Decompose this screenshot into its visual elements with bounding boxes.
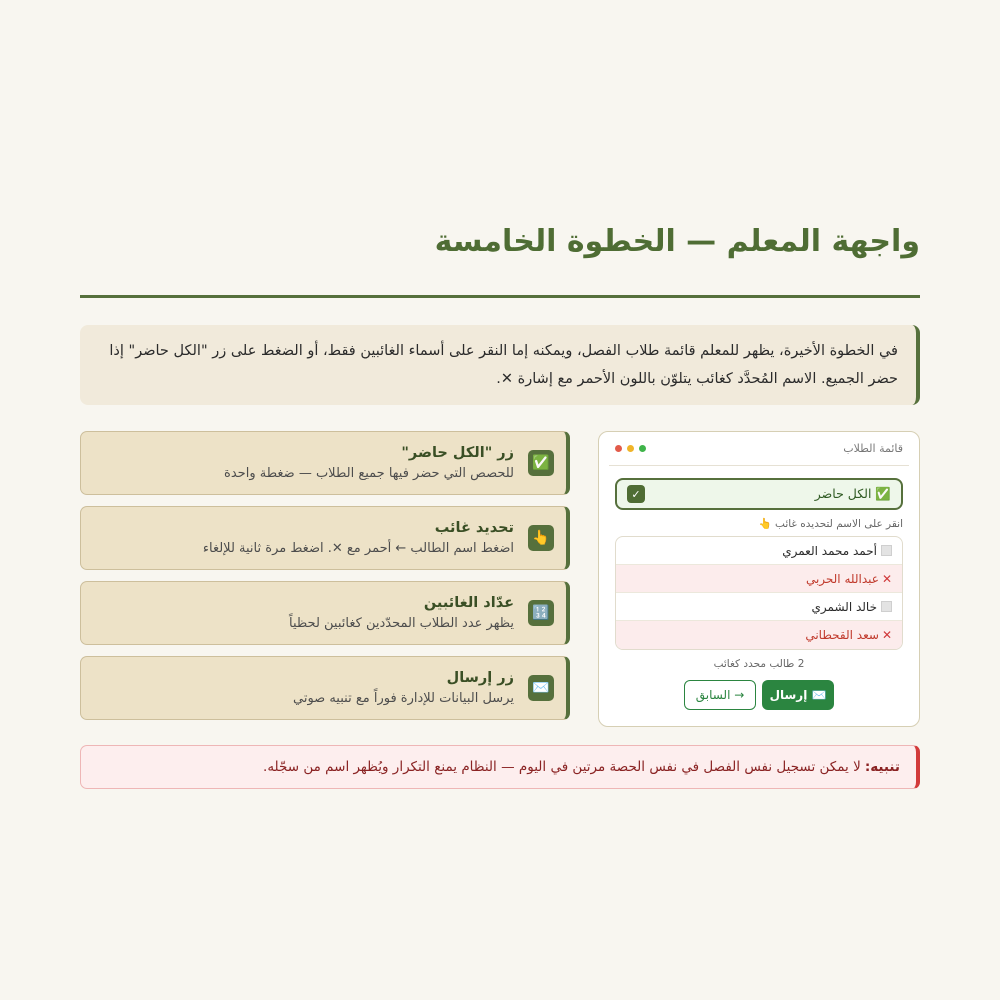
- warning-label: تنبيه:: [864, 759, 900, 775]
- mock-window-title: قائمة الطلاب: [843, 442, 903, 455]
- warning-text: لا يمكن تسجيل نفس الفصل في نفس الحصة مرتين في اليوم — النظام يمنع التكرار ويُظهر اسم من سجّله.: [263, 759, 861, 775]
- absent-x-icon: ✕: [881, 628, 892, 642]
- warning-box: [80, 745, 920, 789]
- close-dot-icon[interactable]: [615, 445, 622, 452]
- feature-card-mark-absent: [80, 506, 570, 570]
- feature-title: تحديد غائب: [434, 520, 514, 536]
- feature-card-all-present: [80, 431, 570, 495]
- feature-title: زر إرسال: [446, 670, 514, 686]
- all-present-button[interactable]: [615, 478, 903, 510]
- student-row-absent[interactable]: [616, 565, 902, 593]
- student-row[interactable]: [616, 537, 902, 565]
- numbers-icon: 🔢: [528, 600, 554, 626]
- student-row-absent[interactable]: [616, 621, 902, 649]
- unchecked-box-icon: [881, 601, 892, 612]
- envelope-icon: ✉️: [528, 675, 554, 701]
- student-name: سعد القحطاني: [805, 628, 879, 642]
- feature-title: زر "الكل حاضر": [401, 445, 514, 461]
- feature-title: عدّاد الغائبين: [423, 595, 514, 611]
- select-absent-hint: انقر على الاسم لتحديده غائب 👆: [758, 518, 903, 530]
- absent-x-icon: ✕: [881, 571, 892, 586]
- feature-description: اضغط اسم الطالب ← أحمر مع ✕. اضغط مرة ثانية للإلغاء: [202, 541, 514, 556]
- all-present-label: ✅ الكل حاضر: [814, 486, 891, 501]
- feature-card-send: [80, 656, 570, 720]
- feature-description: للحصص التي حضر فيها جميع الطلاب — ضغطة واحدة: [224, 466, 514, 481]
- features-list: [80, 431, 570, 731]
- mock-titlebar: [609, 432, 909, 466]
- student-name: أحمد محمد العمري: [782, 543, 877, 558]
- previous-button[interactable]: → السابق: [684, 680, 756, 710]
- minimize-dot-icon[interactable]: [627, 445, 634, 452]
- maximize-dot-icon[interactable]: [639, 445, 646, 452]
- page-title: واجهة المعلم — الخطوة الخامسة: [434, 224, 920, 259]
- send-button[interactable]: ✉️ إرسال: [762, 680, 834, 710]
- feature-card-absent-counter: [80, 581, 570, 645]
- absent-counter: 2 طالب محدد كغائب: [713, 658, 805, 670]
- student-list-mockup: [598, 431, 920, 727]
- student-row[interactable]: [616, 593, 902, 621]
- student-name: خالد الشمري: [811, 599, 877, 614]
- intro-text: في الخطوة الأخيرة، يظهر للمعلم قائمة طلاب الفصل، ويمكنه إما النقر على أسماء الغائبين فقط، أو الضغط على زر "الكل حاضر" إذا حضر الجميع. الاسم المُحدَّد كغائب يتلوّن باللون الأحمر مع إشارة ✕.: [109, 343, 898, 387]
- pointing-hand-icon: 👆: [528, 525, 554, 551]
- checkmark-icon: ✅: [528, 450, 554, 476]
- feature-description: يظهر عدد الطلاب المحدّدين كغائبين لحظياً: [289, 616, 514, 631]
- student-name: عبدالله الحربي: [805, 571, 879, 586]
- unchecked-box-icon: [881, 545, 892, 556]
- mock-actions: [615, 680, 903, 710]
- feature-description: يرسل البيانات للإدارة فوراً مع تنبيه صوتي: [293, 691, 514, 706]
- student-list: [615, 536, 903, 650]
- window-controls: [615, 445, 646, 452]
- title-divider: [80, 295, 920, 298]
- check-icon: ✓: [627, 485, 645, 503]
- intro-box: [80, 325, 920, 405]
